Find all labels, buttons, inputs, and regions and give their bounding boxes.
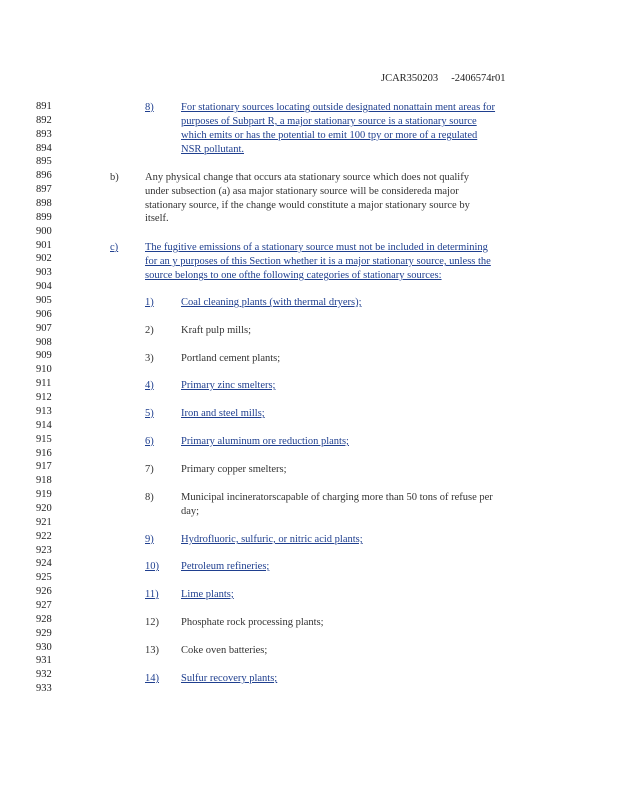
item-8-top-line-3: which emits or has the potential to emit 100 tpy or more of a regulated — [181, 130, 478, 141]
line-number: 914 — [36, 419, 52, 431]
list-item-text-continued: day; — [181, 505, 200, 517]
line-number: 895 — [36, 156, 52, 168]
line-number: 900 — [36, 225, 52, 237]
line-number: 929 — [36, 627, 52, 639]
line-number: 910 — [36, 364, 52, 376]
line-number: 913 — [36, 405, 52, 417]
document-header: JCAR350203 -2406574r01 — [381, 73, 506, 84]
item-8-top-line-1: For stationary sources locating outside designated nonattain ment areas for — [181, 102, 496, 113]
list-item-text: Hydrofluoric, sulfuric, or nitric acid plants; — [181, 534, 363, 545]
list-item-text: Lime plants; — [181, 589, 234, 600]
para-c-line-2: for an y purposes of this Section whether it is a major stationary source, unless the — [145, 256, 491, 267]
line-number: 905 — [36, 295, 52, 307]
line-number: 906 — [36, 308, 52, 320]
list-item-text: Primary zinc smelters; — [181, 380, 276, 391]
list-item-text: Primary aluminum ore reduction plants; — [181, 436, 349, 447]
para-b-label: b) — [110, 172, 119, 183]
item-8-top-line-4: NSR pollutant. — [181, 144, 245, 155]
line-number: 898 — [36, 198, 52, 210]
list-item-label: 2) — [145, 325, 154, 336]
line-number: 893 — [36, 128, 52, 140]
list-item-text: Petroleum refineries; — [181, 561, 270, 572]
line-number: 917 — [36, 461, 52, 473]
line-number: 891 — [36, 101, 52, 112]
para-b-line-1: Any physical change that occurs ata stationary source which does not qualify — [145, 172, 469, 183]
item-8-top-line-2: purposes of Subpart R, a major stationary source is a stationary source — [181, 116, 477, 127]
line-number: 901 — [36, 239, 52, 251]
line-number: 926 — [36, 586, 52, 598]
list-item-text: Kraft pulp mills; — [181, 325, 251, 336]
line-number: 921 — [36, 516, 52, 528]
line-number: 924 — [36, 558, 52, 570]
line-number: 919 — [36, 489, 52, 501]
line-number: 933 — [36, 683, 52, 695]
list-item-text: Sulfur recovery plants; — [181, 673, 278, 684]
list-item-label: 10) — [145, 561, 159, 572]
para-b-line-3: stationary source, if the change would constitute a major stationary source by — [145, 200, 470, 211]
list-item-text: Municipal incineratorscapable of charging more than 50 tons of refuse per — [181, 492, 493, 503]
list-item-text: Coke oven batteries; — [181, 645, 268, 656]
para-c-line-3: source belongs to one ofthe following categories of stationary sources: — [145, 270, 442, 281]
line-number: 896 — [36, 170, 52, 182]
line-number: 892 — [36, 114, 52, 126]
list-item-label: 4) — [145, 380, 154, 391]
list-item-label: 11) — [145, 589, 159, 600]
line-number: 916 — [36, 447, 52, 459]
para-c-label: c) — [110, 242, 119, 253]
list-item-label: 6) — [145, 436, 154, 447]
list-item-text: Phosphate rock processing plants; — [181, 617, 324, 628]
line-number: 909 — [36, 350, 52, 362]
list-item-label: 5) — [145, 408, 154, 419]
list-item-text: Primary copper smelters; — [181, 464, 287, 475]
line-number: 930 — [36, 641, 52, 653]
line-number: 931 — [36, 655, 52, 667]
line-number: 904 — [36, 281, 52, 293]
para-c-line-1: The fugitive emissions of a stationary source must not be included in determining — [145, 242, 488, 253]
line-number: 920 — [36, 502, 52, 514]
list-item-label: 8) — [145, 492, 154, 503]
line-number: 918 — [36, 475, 52, 487]
list-item-text: Iron and steel mills; — [181, 408, 265, 419]
list-item-label: 12) — [145, 617, 159, 628]
list-item-label: 1) — [145, 297, 154, 308]
para-b-line-2: under subsection (a) asa major stationary source will be considereda major — [145, 186, 459, 197]
list-item-label: 3) — [145, 353, 154, 364]
line-number: 899 — [36, 211, 52, 223]
list-item-label: 7) — [145, 464, 154, 475]
line-number: 902 — [36, 253, 52, 265]
list-item-label: 9) — [145, 534, 154, 545]
line-number: 907 — [36, 322, 52, 334]
line-number: 915 — [36, 433, 52, 445]
list-item-label: 14) — [145, 673, 159, 684]
line-number: 894 — [36, 142, 52, 154]
line-number: 928 — [36, 613, 52, 625]
line-number: 897 — [36, 184, 52, 196]
list-item-text: Portland cement plants; — [181, 353, 281, 364]
line-number: 932 — [36, 669, 52, 681]
line-number: 911 — [36, 378, 52, 390]
line-number: 922 — [36, 530, 52, 542]
line-number: 927 — [36, 599, 52, 611]
line-number: 903 — [36, 267, 52, 279]
list-item-text: Coal cleaning plants (with thermal dryers); — [181, 297, 362, 308]
line-number: 912 — [36, 392, 52, 404]
line-number: 908 — [36, 336, 52, 348]
item-8-top-label: 8) — [145, 102, 154, 113]
para-b-line-4: itself. — [145, 213, 169, 224]
line-number: 923 — [36, 544, 52, 556]
list-item-label: 13) — [145, 645, 159, 656]
line-number: 925 — [36, 572, 52, 584]
